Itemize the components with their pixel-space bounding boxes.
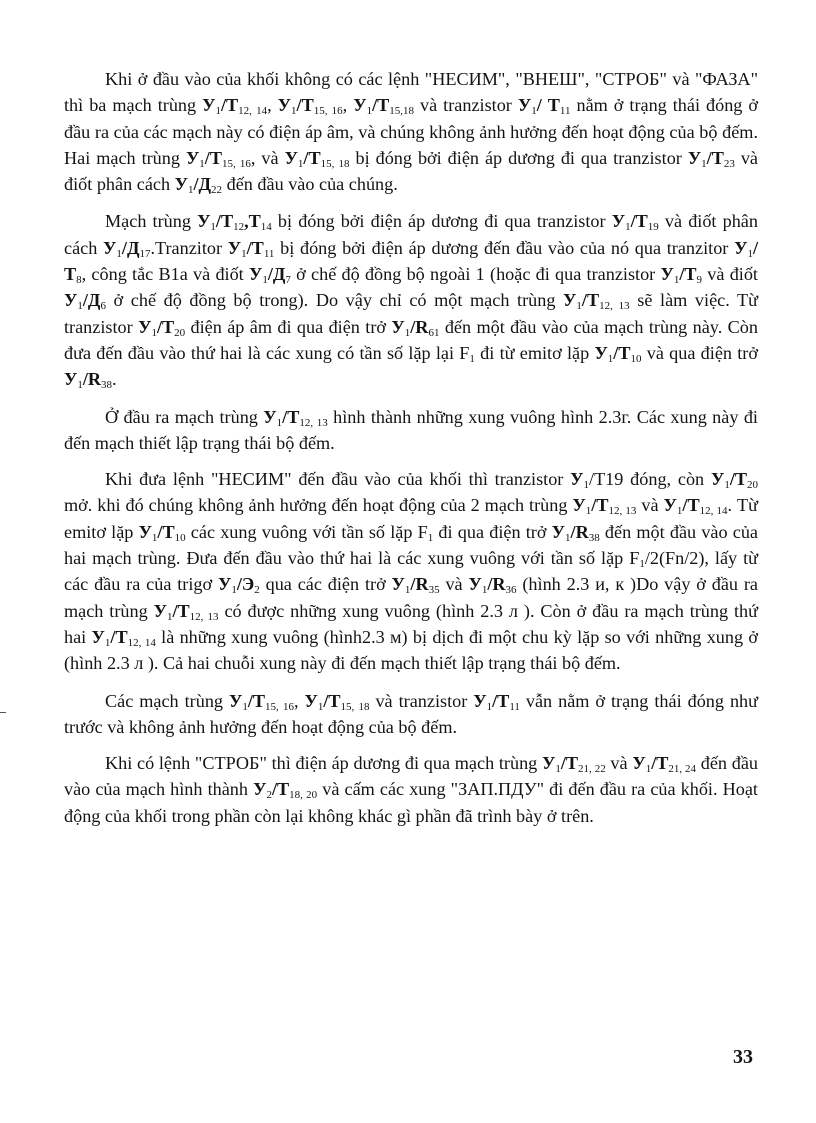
subscript: 9 [696,274,703,287]
subscript: 1 [645,763,652,776]
subscript: 1 [404,584,411,597]
component-ref: У [391,316,405,337]
subscript: 12, 14 [127,636,156,649]
text-run: có được những xung vuông (hình 2.3 л ). Còn ở đầu ra mạch trùng thứ hai [64,600,759,647]
text-run: /Т19 [589,469,624,490]
subscript: 1 [607,352,614,365]
text-run: và điốt phân cách [64,211,758,258]
subscript: 1 [676,505,683,518]
subscript: 1 [565,531,571,544]
component-ref: У [263,406,277,427]
component-ref: У [572,495,586,516]
paragraph-4 [64,466,758,676]
component-ref: /Т [679,264,697,285]
subscript: 38 [588,531,600,544]
subscript: 1 [481,584,488,597]
component-ref: /Т [282,406,300,427]
text-run: , [293,690,305,711]
subscript: 1 [276,416,283,429]
text-run: . Từ emitơ lặp [64,495,759,542]
subscript: 1 [231,584,237,597]
component-ref: У [542,753,556,774]
subscript: 21, 22 [578,763,606,776]
text-run: và điốt phân cách [64,147,758,195]
text-run: .Tranzitor [150,237,228,258]
component-ref: /Т [303,147,321,168]
subscript: 1 [404,326,411,339]
component-ref: У [103,237,117,258]
component-ref: У [517,95,532,116]
component-ref: У [197,211,211,232]
subscript: 11 [509,700,520,713]
component-ref: У [551,521,566,542]
subscript: 1 [166,610,173,623]
component-ref: У [473,690,487,711]
component-ref: У [660,264,674,285]
subscript: 12, 14 [238,105,268,118]
text-run: bị đóng bởi điện áp dương đi qua tranzistor [271,211,612,232]
component-ref: /Т [296,95,314,116]
component-ref: /Т [613,342,631,363]
component-ref: У [284,147,298,168]
component-ref: /Т [729,469,747,490]
text-run: mở. khi đó chúng không ảnh hưởng đến hoạt động của 2 mạch trùng [64,495,573,516]
subscript: 1 [639,558,645,571]
text-run: và tranzistor [414,95,518,116]
text-run: và qua điện trở [641,342,758,363]
text-run: , và [250,147,285,168]
subscript: 1 [724,479,730,492]
component-ref: /Т [271,779,290,800]
subscript: 1 [366,105,373,118]
component-ref: /R [410,316,429,337]
component-ref: У [277,95,292,116]
component-ref: /Т [204,147,222,168]
component-ref: ,Т [244,211,261,232]
text-run: và [605,753,633,774]
subscript: 1 [262,274,268,287]
subscript: 38 [101,379,113,392]
text-run: đi từ emitơ lặp [474,342,595,363]
subscript: 1 [673,274,680,287]
component-ref: У [632,753,646,774]
subscript: 20 [747,479,758,492]
component-ref: /Т [323,690,341,711]
component-ref: /Т [172,600,190,621]
subscript: 1 [469,352,475,365]
subscript: 35 [428,584,440,597]
subscript: 7 [285,274,291,287]
subscript: 61 [428,326,440,339]
subscript: 1 [77,300,83,313]
subscript: 23 [723,157,735,170]
subscript: 1 [241,247,247,260]
page-number: 33 [733,1046,753,1068]
subscript: 1 [215,105,221,118]
component-ref: У [91,626,105,647]
subscript: 1 [576,300,582,313]
component-ref: / Т [536,95,560,116]
component-ref: У [734,237,748,258]
subscript: 12, 13 [599,300,630,313]
component-ref: /Т [682,495,700,516]
component-ref: У [570,469,584,490]
component-ref: У [228,690,243,711]
component-ref: /Т [110,626,128,647]
subscript: 19 [647,221,659,234]
text-run: Mạch trùng [105,211,198,232]
text-run: đến đầu vào của chúng. [222,174,398,195]
component-ref: /Т [64,237,758,285]
component-ref: /R [487,574,506,595]
subscript: 1 [701,157,707,170]
text-run: đến đầu vào của mạch hình thành [64,753,759,800]
subscript: 1 [116,247,122,260]
text-run: và điốt [702,264,758,285]
text-run: bị đóng bởi điện áp dương đi qua tranzistor [349,147,688,168]
subscript: 11 [559,105,571,118]
text-run: , [342,95,354,116]
subscript: 1 [486,700,493,713]
text-run: vẫn nằm ở trạng thái đóng như trước và không ảnh hưởng đến hoạt động của bộ đếm. [64,690,758,737]
subscript: 12, 13 [608,505,637,518]
subscript: 21, 24 [668,763,697,776]
text-run: . [112,369,117,390]
component-ref: У [391,574,405,595]
text-run: là những xung vuông (hình2.3 м) bị dịch đi một chu kỳ lặp so với những xung ở (hình 2.3 л ). Cả hai chuỗi xung này đi đến mạch thiết lập trạng thái bộ đếm. [64,626,758,674]
text-run: và [636,495,664,516]
subscript: 12 [233,221,245,234]
component-ref: /Т [215,211,234,232]
text-run: và cấm các xung "ЗАП.ПДУ" đi đến đầu ra của khối. Hoạt động của khối trong phần còn lại không khác gì phần đã trình bày ở trên. [64,779,758,826]
subscript: 1 [151,326,157,339]
component-ref: У [663,495,677,516]
subscript: 15,18 [389,105,415,118]
component-ref: У [710,469,725,490]
component-ref: /Т [246,237,264,258]
component-ref: /Т [630,211,648,232]
component-ref: У [353,95,367,116]
component-ref: /R [82,369,102,390]
paragraph-6 [64,750,758,829]
component-ref: У [153,600,167,621]
subscript: 10 [630,352,642,365]
subscript: 1 [291,105,297,118]
text-run: đến một đầu vào của mạch trùng này. Còn đưa đến đầu vào thứ hai là các xung có tần số lặp lại F [64,316,758,363]
paragraph-5 [64,688,758,741]
text-run: và [439,574,469,595]
subscript: 15, 18 [340,700,370,713]
component-ref: /Т [220,95,239,116]
text-run: Khi ở đầu vào của khối không có các lệnh "НЕСИМ", "ВНЕШ", "СТРОБ" và "ФАЗА" thì ba mạch trùng [64,69,758,116]
subscript: 17 [139,247,151,260]
component-ref: /Д [267,264,286,285]
subscript: 12, 13 [299,416,328,429]
subscript: 12, 13 [189,610,219,623]
subscript: 1 [317,700,324,713]
text-run: , công tắc B1a và điốt [81,264,249,285]
text-run: sẽ làm việc. Từ tranzistor [64,290,759,337]
text-run: đến một đầu vào của hai mạch trùng. Đưa đến đầu vào thứ hai là các xung vuông với tần số lặp F [64,521,759,569]
subscript: 36 [505,584,517,597]
component-ref: У [202,95,216,116]
text-run: ở chế độ đồng bộ trong). Do vậy chỉ có một mạch trùng [105,290,564,311]
component-ref: У [611,211,626,232]
paragraph-1 [64,66,758,197]
text-run: hình thành những xung vuông hình 2.3г. Các xung này đi đến mạch thiết lập trạng thái bộ đếm. [64,406,758,453]
subscript: 15, 16 [221,157,251,170]
component-ref: /Д [193,174,212,195]
component-ref: /Т [591,495,609,516]
text-run: , [267,95,278,116]
component-ref: /Т [157,521,175,542]
subscript: 10 [174,531,186,544]
subscript: 1 [199,157,205,170]
paragraph-2 [64,208,758,392]
subscript: 2 [254,584,260,597]
paragraph-3 [64,404,758,457]
component-ref: /Т [247,690,266,711]
component-ref: У [248,264,263,285]
component-ref: У [253,779,267,800]
text-run: đóng, còn [623,469,711,490]
subscript: 14 [260,221,272,234]
subscript: 6 [100,300,106,313]
text-run: và tranzistor [369,690,474,711]
text-run: (hình 2.3 и, к )Do vậy ở đầu ra mạch trùng [64,574,758,621]
component-ref: /Т [706,147,724,168]
text-run: các xung vuông với tần số lặp F [185,521,428,542]
subscript: 8 [76,274,82,287]
component-ref: /Т [492,690,510,711]
component-ref: У [594,342,608,363]
component-ref: У [64,369,78,390]
subscript: 18, 20 [289,789,318,802]
subscript: 20 [174,326,186,339]
component-ref: У [185,147,200,168]
subscript: 15, 16 [313,105,343,118]
subscript: 11 [263,247,275,260]
subscript: 1 [427,531,434,544]
subscript: 1 [747,247,753,260]
component-ref: /Т [581,290,600,311]
subscript: 1 [531,105,537,118]
text-run: điện áp âm đi qua điện trở [185,316,392,337]
subscript: 22 [211,184,223,197]
component-ref: У [563,290,577,311]
component-ref: У [227,237,242,258]
component-ref: У [138,521,152,542]
subscript: 15, 16 [265,700,294,713]
text-run: Khi đưa lệnh "НЕСИМ" đến đầu vào của khối thì tranzistor [105,469,571,490]
component-ref: /Д [82,290,101,311]
subscript: 2 [266,789,272,802]
text-run: qua các điện trở [259,574,392,595]
subscript: 1 [585,505,592,518]
text-run: Ở đầu ra mạch trùng [105,406,264,427]
component-ref: У [64,290,78,311]
margin-mark [0,712,6,713]
component-ref: У [687,147,702,168]
text-run: đi qua điện trở [433,521,552,542]
component-ref: /Э [236,574,255,595]
document-body [64,66,758,840]
subscript: 1 [242,700,248,713]
component-ref: У [218,574,232,595]
text-run: ở chế độ đồng bộ ngoài 1 (hoặc đi qua tranzistor [290,264,661,285]
subscript: 1 [297,157,304,170]
subscript: 15, 18 [320,157,350,170]
component-ref: /Т [372,95,390,116]
component-ref: /Т [651,753,669,774]
component-ref: /Т [560,753,579,774]
subscript: 1 [187,184,194,197]
subscript: 1 [151,531,158,544]
component-ref: У [174,174,188,195]
component-ref: /R [410,574,429,595]
text-run: /2(Fn/2), lấy từ các đầu ra của trigơ [64,548,758,595]
subscript: 1 [210,221,216,234]
subscript: 1 [104,636,111,649]
text-run: Các mạch trùng [105,690,229,711]
component-ref: У [138,316,152,337]
component-ref: /R [570,521,589,542]
subscript: 1 [625,221,631,234]
text-run: Khi có lệnh "СТРОБ" thì điện áp dương đi qua mạch trùng [105,753,542,774]
component-ref: У [468,574,482,595]
text-run: nằm ở trạng thái đóng ở đầu ra của các mạch này có điện áp âm, và chúng không ảnh hưởng đến hoạt động của bộ đếm. Hai mạch trùng [64,95,759,168]
component-ref: /Д [121,237,140,258]
subscript: 1 [555,763,561,776]
component-ref: У [304,690,318,711]
text-run: bị đóng bởi điện áp dương đến đầu vào của nó qua tranzitor [274,237,735,258]
subscript: 1 [583,479,590,492]
component-ref: /Т [156,316,175,337]
subscript: 1 [77,379,83,392]
subscript: 12, 14 [699,505,728,518]
